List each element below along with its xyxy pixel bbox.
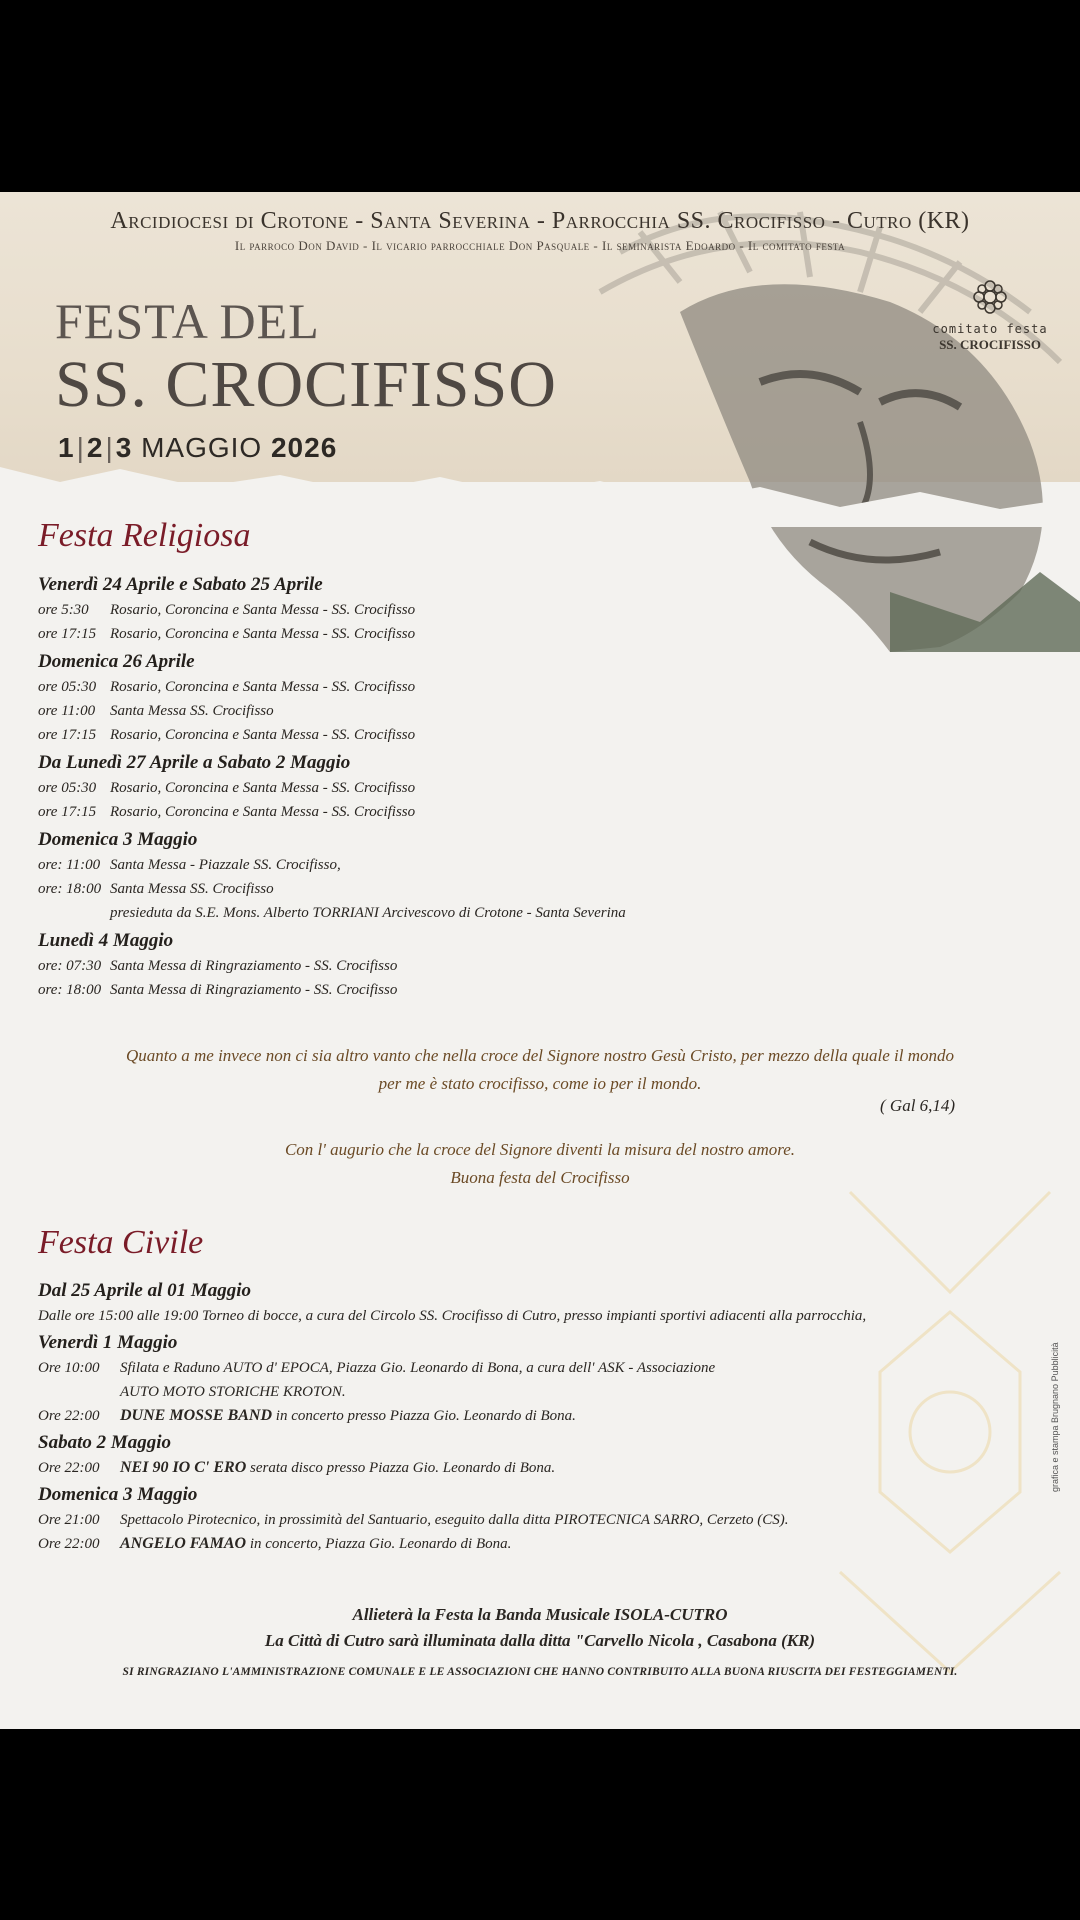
schedule-line <box>38 622 626 646</box>
schedule-group <box>38 1432 866 1480</box>
schedule-day: Venerdì 24 Aprile e Sabato 25 Aprile <box>38 574 323 595</box>
schedule-highlight: ANGELO FAMAO <box>120 1535 247 1552</box>
footer-credits <box>0 1602 1080 1654</box>
schedule-line <box>38 1380 866 1404</box>
schedule-text: AUTO MOTO STORICHE KROTON. <box>120 1384 346 1400</box>
schedule-line <box>38 776 626 800</box>
date-2: 2 <box>86 432 104 463</box>
schedule-text: Santa Messa SS. Crocifisso <box>110 881 274 897</box>
schedule-time: ore 17:15 <box>38 727 97 743</box>
schedule-line <box>38 877 626 901</box>
schedule-group <box>38 1280 866 1328</box>
schedule-day: Dal 25 Aprile al 01 Maggio <box>38 1280 252 1301</box>
quote-reference: ( Gal 6,14) <box>880 1096 956 1115</box>
schedule-day: Venerdì 1 Maggio <box>38 1332 178 1353</box>
schedule-line <box>38 598 626 622</box>
schedule-text: Rosario, Coroncina e Santa Messa - SS. Crocifisso <box>110 602 416 618</box>
quote-line-1: Quanto a me invece non ci sia altro vanto che nella croce del Signore nostro Gesù Cristo, per mezzo della quale il mondo <box>126 1046 954 1065</box>
wish-line-1: Con l' augurio che la croce del Signore diventi la misura del nostro amore. <box>284 1140 796 1159</box>
schedule-group <box>38 930 626 1002</box>
schedule-time: ore 17:15 <box>38 626 97 642</box>
schedule-line <box>38 1304 866 1328</box>
schedule-text: Spettacolo Pirotecnico, in prossimità del Santuario, eseguito dalla ditta PIROTECNICA SARRO, Cerzeto (CS). <box>120 1512 789 1528</box>
schedule-line <box>38 1404 866 1428</box>
schedule-text: Santa Messa SS. Crocifisso <box>110 703 274 719</box>
schedule-highlight: NEI 90 IO C' ERO <box>120 1459 247 1476</box>
schedule-text: Santa Messa di Ringraziamento - SS. Crocifisso <box>110 958 398 974</box>
schedule-day: Domenica 3 Maggio <box>38 829 198 850</box>
schedule-text: Rosario, Coroncina e Santa Messa - SS. Crocifisso <box>110 727 416 743</box>
schedule-text: DUNE MOSSE BAND in concerto presso Piazza Gio. Leonardo di Bona. <box>120 1407 576 1424</box>
schedule-line <box>38 723 626 747</box>
schedule-text: Sfilata e Raduno AUTO d' EPOCA, Piazza Gio. Leonardo di Bona, a cura dell' ASK - Associazione <box>120 1360 716 1376</box>
schedule-line <box>38 1356 866 1380</box>
header-line-2: Il parroco Don David - Il vicario parrocchiale Don Pasquale - Il seminarista Edoardo - Il comitato festa <box>234 238 846 253</box>
scripture-quote <box>0 1042 1080 1098</box>
civile-schedule <box>38 1280 866 1560</box>
logo-line-2: SS. CROCIFISSO <box>939 337 1041 352</box>
schedule-time: ore 05:30 <box>38 780 97 796</box>
schedule-text: ANGELO FAMAO in concerto, Piazza Gio. Leonardo di Bona. <box>120 1535 512 1552</box>
schedule-line <box>38 954 626 978</box>
section-title-civile: Festa Civile <box>38 1224 204 1261</box>
festival-dates: 1|2|3 MAGGIO 2026 <box>58 432 338 463</box>
schedule-time: ore: 18:00 <box>38 881 102 897</box>
date-3: 3 <box>115 432 133 463</box>
schedule-line <box>38 853 626 877</box>
schedule-text: Rosario, Coroncina e Santa Messa - SS. Crocifisso <box>110 679 416 695</box>
schedule-day: Sabato 2 Maggio <box>38 1432 172 1453</box>
schedule-group <box>38 829 626 925</box>
title-line-1: FESTA DEL <box>55 293 320 349</box>
schedule-line <box>38 901 626 925</box>
schedule-time: ore: 18:00 <box>38 982 102 998</box>
year: 2026 <box>270 432 338 463</box>
schedule-text: Dalle ore 15:00 alle 19:00 Torneo di bocce, a cura del Circolo SS. Crocifisso di Cutro, presso impianti sportivi adiacenti alla parrocchia, <box>38 1308 867 1324</box>
print-credit: grafica e stampa Brugnano Pubblicità <box>1050 1342 1060 1492</box>
logo-line-1: comitato festa <box>932 322 1048 336</box>
schedule-line <box>38 800 626 824</box>
religiosa-schedule <box>38 574 626 1007</box>
schedule-time: Ore 22:00 <box>38 1536 100 1552</box>
schedule-group <box>38 1332 866 1428</box>
schedule-time: ore 17:15 <box>38 804 97 820</box>
schedule-day: Lunedì 4 Maggio <box>38 930 174 951</box>
section-title-religiosa: Festa Religiosa <box>38 517 251 554</box>
schedule-time: Ore 21:00 <box>38 1512 100 1528</box>
christ-face-illustration <box>560 192 1080 652</box>
ornament-icon <box>970 277 1010 317</box>
schedule-text: Rosario, Coroncina e Santa Messa - SS. Crocifisso <box>110 780 416 796</box>
schedule-line <box>38 1456 866 1480</box>
schedule-line <box>38 1508 866 1532</box>
schedule-line <box>38 699 626 723</box>
schedule-line <box>38 675 626 699</box>
wish <box>0 1136 1080 1192</box>
schedule-group <box>38 752 626 824</box>
schedule-time: Ore 22:00 <box>38 1408 100 1424</box>
comitato-logo <box>920 277 1060 353</box>
schedule-time: ore 05:30 <box>38 679 97 695</box>
schedule-text: presieduta da S.E. Mons. Alberto TORRIANI Arcivescovo di Crotone - Santa Severina <box>110 905 626 921</box>
schedule-highlight: DUNE MOSSE BAND <box>120 1407 273 1424</box>
schedule-line <box>38 978 626 1002</box>
schedule-time: Ore 22:00 <box>38 1460 100 1476</box>
schedule-time: ore: 11:00 <box>38 857 101 873</box>
month: MAGGIO <box>141 432 263 463</box>
schedule-text: Santa Messa - Piazzale SS. Crocifisso, <box>110 857 341 873</box>
schedule-text: Rosario, Coroncina e Santa Messa - SS. Crocifisso <box>110 804 416 820</box>
wish-line-2: Buona festa del Crocifisso <box>450 1168 630 1187</box>
schedule-text: NEI 90 IO C' ERO serata disco presso Piazza Gio. Leonardo di Bona. <box>120 1459 556 1476</box>
schedule-text: Rosario, Coroncina e Santa Messa - SS. Crocifisso <box>110 626 416 642</box>
schedule-day: Da Lunedì 27 Aprile a Sabato 2 Maggio <box>38 752 351 773</box>
poster <box>0 192 1080 1729</box>
schedule-group <box>38 574 626 646</box>
schedule-group <box>38 1484 866 1556</box>
schedule-time: ore 11:00 <box>38 703 96 719</box>
schedule-day: Domenica 26 Aprile <box>38 651 195 672</box>
footer-thanks: SI RINGRAZIANO L'AMMINISTRAZIONE COMUNALE E LE ASSOCIAZIONI CHE HANNO CONTRIBUITO ALLA BUONA RIUSCITA DEI FESTEGGIAMENTI. <box>122 1666 958 1678</box>
schedule-time: ore 5:30 <box>38 602 89 618</box>
schedule-day: Domenica 3 Maggio <box>38 1484 198 1505</box>
quote-line-2: per me è stato crocifisso, come io per il mondo. <box>378 1074 702 1093</box>
title-line-2: SS. CROCIFISSO <box>55 348 557 421</box>
schedule-time: Ore 10:00 <box>38 1360 100 1376</box>
schedule-time: ore: 07:30 <box>38 958 102 974</box>
footer-band: Allieterà la Festa la Banda Musicale ISOLA-CUTRO <box>352 1605 728 1624</box>
header-line-1: Arcidiocesi di Crotone - Santa Severina - Parrocchia SS. Crocifisso - Cutro (KR) <box>110 208 970 234</box>
schedule-group <box>38 651 626 747</box>
schedule-line <box>38 1532 866 1556</box>
date-1: 1 <box>58 432 75 463</box>
footer-lights: La Città di Cutro sarà illuminata dalla ditta "Carvello Nicola , Casabona (KR) <box>264 1631 816 1650</box>
schedule-text: Santa Messa di Ringraziamento - SS. Crocifisso <box>110 982 398 998</box>
